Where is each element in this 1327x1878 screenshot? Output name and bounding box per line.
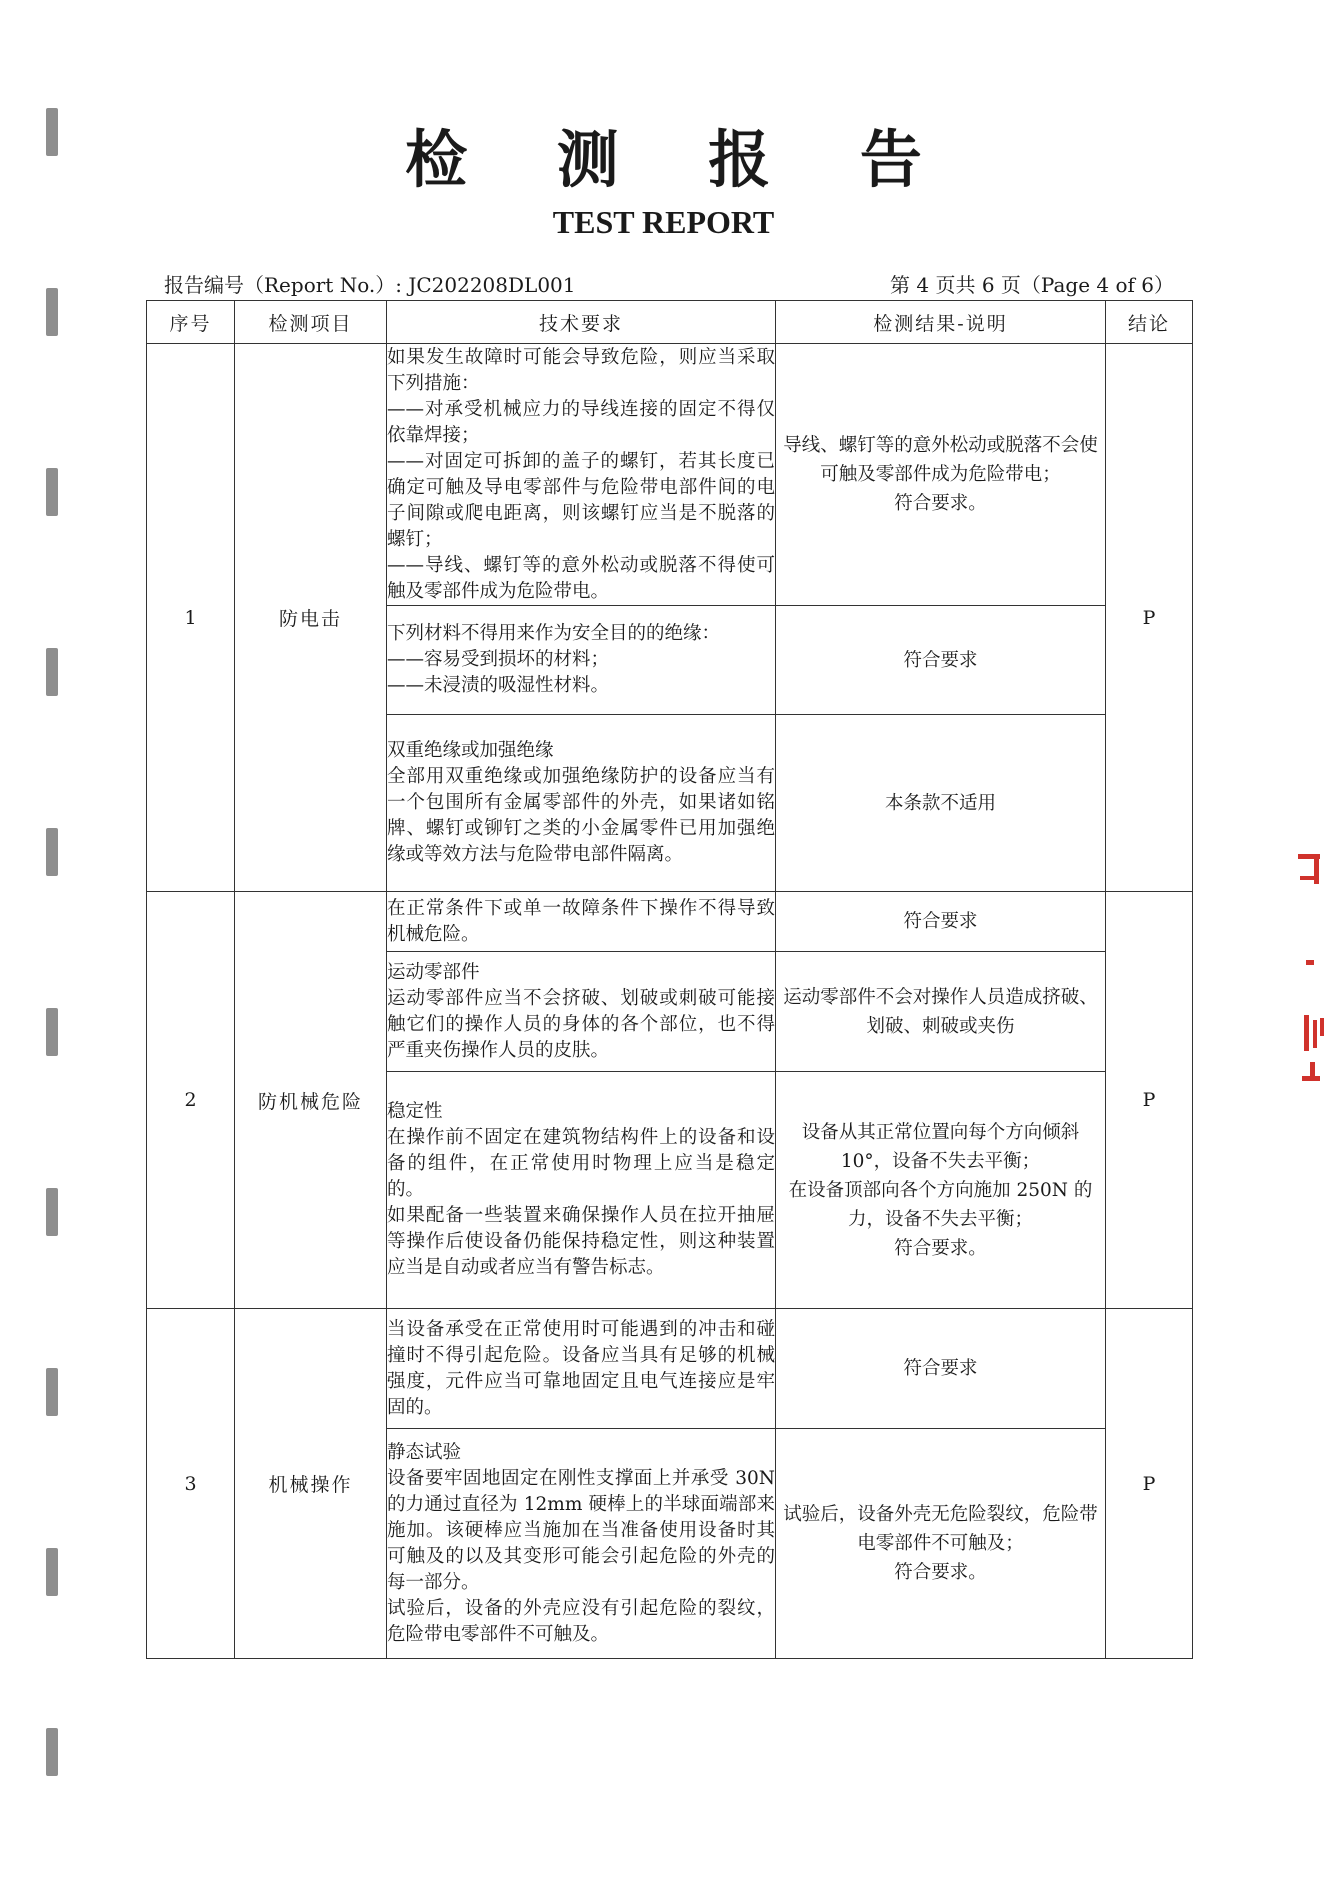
binder-hole-mark bbox=[46, 468, 58, 516]
column-header-conclusion: 结论 bbox=[1106, 301, 1193, 344]
table-row bbox=[147, 1309, 1193, 1429]
conclusion: P bbox=[1106, 892, 1193, 1309]
column-header-requirement: 技术要求 bbox=[387, 301, 776, 344]
binder-hole-mark bbox=[46, 828, 58, 876]
binder-hole-mark bbox=[46, 648, 58, 696]
row-number: 2 bbox=[147, 892, 235, 1309]
test-result: 导线、螺钉等的意外松动或脱落不会使可触及零部件成为危险带电； 符合要求。 bbox=[776, 344, 1106, 606]
column-header-result: 检测结果-说明 bbox=[776, 301, 1106, 344]
technical-requirement: 运动零部件 运动零部件应当不会挤破、划破或刺破可能接触它们的操作人员的身体的各个部位，也不得严重夹伤操作人员的皮肤。 bbox=[387, 952, 776, 1072]
test-item: 防机械危险 bbox=[235, 892, 387, 1309]
red-seal-stamp bbox=[1296, 850, 1327, 1100]
report-title-english: TEST REPORT bbox=[552, 204, 775, 240]
conclusion: P bbox=[1106, 1309, 1193, 1659]
test-item: 机械操作 bbox=[235, 1309, 387, 1659]
binder-hole-mark bbox=[46, 1548, 58, 1596]
table-header-row bbox=[147, 301, 1193, 344]
technical-requirement: 如果发生故障时可能会导致危险，则应当采取下列措施： ——对承受机械应力的导线连接的固定不得仅依靠焊接； ——对固定可拆卸的盖子的螺钉，若其长度已确定可触及导电零部件与危险带电部件间的电子间隙或爬电距离，则该螺钉应当是不脱落的螺钉； ——导线、螺钉等的意外松动或脱落不得使可触及零部件成为危险带电。 bbox=[387, 344, 776, 606]
test-result: 本条款不适用 bbox=[776, 715, 1106, 892]
column-header-item: 检测项目 bbox=[235, 301, 387, 344]
binder-hole-mark bbox=[46, 1728, 58, 1776]
test-result: 符合要求 bbox=[776, 606, 1106, 715]
test-item: 防电击 bbox=[235, 344, 387, 892]
binder-hole-mark bbox=[46, 1368, 58, 1416]
table-row bbox=[147, 344, 1193, 606]
test-result: 运动零部件不会对操作人员造成挤破、划破、刺破或夹伤 bbox=[776, 952, 1106, 1072]
binder-hole-mark bbox=[46, 288, 58, 336]
test-results-table bbox=[146, 300, 1193, 1659]
binder-hole-mark bbox=[46, 1188, 58, 1236]
technical-requirement: 当设备承受在正常使用时可能遇到的冲击和碰撞时不得引起危险。设备应当具有足够的机械强度，元件应当可靠地固定且电气连接应是牢固的。 bbox=[387, 1309, 776, 1429]
conclusion: P bbox=[1106, 344, 1193, 892]
report-number: 报告编号（Report No.）: JC202208DL001 bbox=[164, 273, 576, 297]
technical-requirement: 下列材料不得用来作为安全目的的绝缘： ——容易受到损坏的材料； ——未浸渍的吸湿性材料。 bbox=[387, 606, 776, 715]
technical-requirement: 在正常条件下或单一故障条件下操作不得导致机械危险。 bbox=[387, 892, 776, 952]
row-number: 1 bbox=[147, 344, 235, 892]
test-result: 试验后，设备外壳无危险裂纹，危险带电零部件不可触及； 符合要求。 bbox=[776, 1429, 1106, 1659]
test-result: 符合要求 bbox=[776, 1309, 1106, 1429]
technical-requirement: 稳定性 在操作前不固定在建筑物结构件上的设备和设备的组件，在正常使用时物理上应当是稳定的。 如果配备一些装置来确保操作人员在拉开抽屉等操作后使设备仍能保持稳定性，则这种装置应当是自动或者应当有警告标志。 bbox=[387, 1072, 776, 1309]
report-title-chinese: 检 测 报 告 bbox=[405, 123, 956, 196]
test-result: 符合要求 bbox=[776, 892, 1106, 952]
binder-hole-mark bbox=[46, 1008, 58, 1056]
column-header-no: 序号 bbox=[147, 301, 235, 344]
technical-requirement: 静态试验 设备要牢固地固定在刚性支撑面上并承受 30N 的力通过直径为 12mm 硬棒上的半球面端部来施加。该硬棒应当施加在当准备使用设备时其可触及的以及其变形可能会引起危险的外壳的每一部分。 试验后，设备的外壳应没有引起危险的裂纹，危险带电零部件不可触及。 bbox=[387, 1429, 776, 1659]
page-indicator: 第 4 页共 6 页（Page 4 of 6） bbox=[890, 273, 1174, 297]
row-number: 3 bbox=[147, 1309, 235, 1659]
technical-requirement: 双重绝缘或加强绝缘 全部用双重绝缘或加强绝缘防护的设备应当有一个包围所有金属零部件的外壳，如果诸如铭牌、螺钉或铆钉之类的小金属零件已用加强绝缘或等效方法与危险带电部件隔离。 bbox=[387, 715, 776, 892]
table-row bbox=[147, 892, 1193, 952]
test-result: 设备从其正常位置向每个方向倾斜 10°，设备不失去平衡； 在设备顶部向各个方向施加 250N 的力，设备不失去平衡； 符合要求。 bbox=[776, 1072, 1106, 1309]
